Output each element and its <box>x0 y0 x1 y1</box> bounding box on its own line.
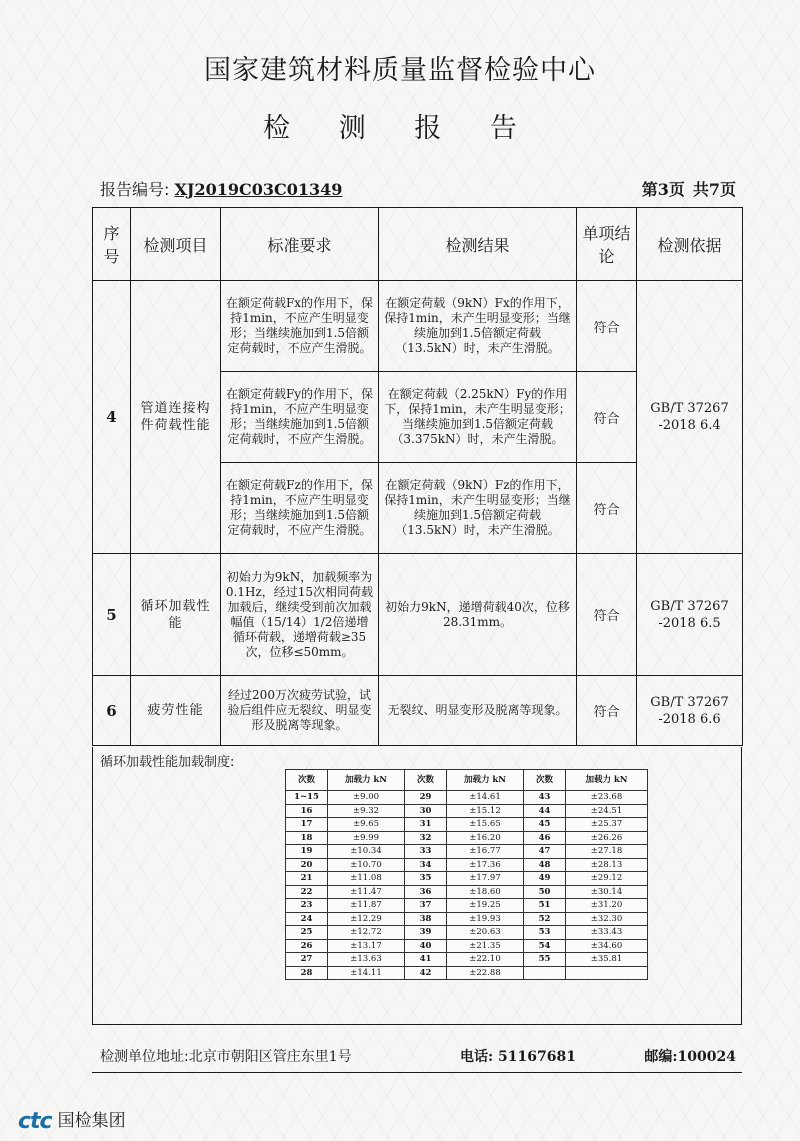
schedule-force-cell: ±33.43 <box>566 926 648 940</box>
report-number-line <box>100 177 736 199</box>
schedule-count-cell: 46 <box>524 831 566 845</box>
row-result: 初始力9kN，递增荷载40次，位移28.31mm。 <box>379 554 577 676</box>
schedule-force-cell: ±12.29 <box>328 912 405 926</box>
row-basis: GB/T 37267 -2018 6.5 <box>637 554 743 676</box>
schedule-force-cell: ±9.65 <box>328 818 405 832</box>
org-title: 国家建筑材料质量监督检验中心 <box>204 55 596 86</box>
schedule-force-cell: ±30.14 <box>566 885 648 899</box>
schedule-count-cell: 17 <box>286 818 328 832</box>
schedule-force-cell: ±35.81 <box>566 953 648 967</box>
schedule-count-cell: 22 <box>286 885 328 899</box>
schedule-count-cell: 33 <box>405 845 447 859</box>
schedule-force-cell: ±11.08 <box>328 872 405 886</box>
row-item: 循环加载性能 <box>131 554 221 676</box>
schedule-count-cell: 32 <box>405 831 447 845</box>
schedule-force-cell: ±10.34 <box>328 845 405 859</box>
schedule-row <box>286 912 648 926</box>
schedule-force-cell: ±18.60 <box>447 885 524 899</box>
schedule-count-cell: 19 <box>286 845 328 859</box>
schedule-row <box>286 885 648 899</box>
row-result: 无裂纹、明显变形及脱离等现象。 <box>379 676 577 746</box>
table-header-row <box>93 208 743 281</box>
schedule-count-cell: 30 <box>405 804 447 818</box>
schedule-count-cell: 34 <box>405 858 447 872</box>
schedule-count-cell: 54 <box>524 939 566 953</box>
row-no: 4 <box>93 281 131 554</box>
schedule-count-cell: 52 <box>524 912 566 926</box>
schedule-force-cell: ±12.72 <box>328 926 405 940</box>
row-requirement: 初始力为9kN，加载频率为0.1Hz，经过15次相同荷载加载后，继续受到前次加载幅值（15/14）1/2倍递增循环荷载，递增荷载≥35次，位移≤50mm。 <box>221 554 379 676</box>
schedule-row <box>286 872 648 886</box>
schedule-force-cell: ±17.97 <box>447 872 524 886</box>
schedule-force-cell: ±17.36 <box>447 858 524 872</box>
row-item: 管道连接构件荷载性能 <box>131 281 221 554</box>
row-conclusion: 符合 <box>577 554 637 676</box>
loading-schedule-title: 循环加载性能加载制度: <box>100 755 235 770</box>
table-row <box>93 676 743 746</box>
schedule-count-cell: 16 <box>286 804 328 818</box>
schedule-row <box>286 845 648 859</box>
row-no: 6 <box>93 676 131 746</box>
schedule-count-cell: 45 <box>524 818 566 832</box>
schedule-count-cell: 29 <box>405 791 447 805</box>
schedule-force-cell: ±25.37 <box>566 818 648 832</box>
schedule-count-cell: 53 <box>524 926 566 940</box>
table-row <box>93 554 743 676</box>
schedule-count-cell: 36 <box>405 885 447 899</box>
footer <box>100 1046 736 1066</box>
schedule-force-cell: ±13.17 <box>328 939 405 953</box>
page-current: 第3页 <box>641 180 685 199</box>
row-conclusion: 符合 <box>577 372 637 463</box>
ctc-logo-text: 国检集团 <box>57 1111 126 1131</box>
schedule-force-cell: ±29.12 <box>566 872 648 886</box>
schedule-count-cell: 48 <box>524 858 566 872</box>
schedule-count-cell: 27 <box>286 953 328 967</box>
schedule-count-cell: 23 <box>286 899 328 913</box>
schedule-count-cell: 49 <box>524 872 566 886</box>
schedule-count-cell: 28 <box>286 966 328 980</box>
address: 北京市朝阳区管庄东里1号 <box>188 1049 352 1065</box>
row-result: 在额定荷载（9kN）Fx的作用下，保持1min，未产生明显变形；当继续施加到1.5倍额定荷载（13.5kN）时，未产生滑脱。 <box>379 281 577 372</box>
schedule-count-cell: 38 <box>405 912 447 926</box>
schedule-force-cell: ±31.20 <box>566 899 648 913</box>
header-no: 序号 <box>93 208 131 281</box>
schedule-row <box>286 966 648 980</box>
schedule-force-cell: ±26.26 <box>566 831 648 845</box>
schedule-count-cell: 42 <box>405 966 447 980</box>
row-basis: GB/T 37267 -2018 6.4 <box>637 281 743 554</box>
schedule-count-cell: 55 <box>524 953 566 967</box>
schedule-force-cell: ±32.30 <box>566 912 648 926</box>
schedule-count-cell: 25 <box>286 926 328 940</box>
ctc-logo <box>18 1106 126 1132</box>
schedule-header-force: 加载力 kN <box>328 770 405 791</box>
schedule-header-row <box>286 770 648 791</box>
page-total: 共7页 <box>692 180 736 199</box>
schedule-force-cell: ±14.11 <box>328 966 405 980</box>
row-requirement: 经过200万次疲劳试验，试验后组件应无裂纹、明显变形及脱离等现象。 <box>221 676 379 746</box>
schedule-count-cell: 20 <box>286 858 328 872</box>
schedule-force-cell: ±20.63 <box>447 926 524 940</box>
schedule-count-cell: 18 <box>286 831 328 845</box>
schedule-count-cell: 41 <box>405 953 447 967</box>
address-label: 检测单位地址: <box>100 1049 189 1065</box>
schedule-force-cell: ±16.77 <box>447 845 524 859</box>
row-requirement: 在额定荷载Fz的作用下，保持1min，不应产生明显变形；当继续施加到1.5倍额定荷载时，不应产生滑脱。 <box>221 463 379 554</box>
schedule-row <box>286 939 648 953</box>
schedule-count-cell: 31 <box>405 818 447 832</box>
schedule-row <box>286 831 648 845</box>
schedule-force-cell: ±9.32 <box>328 804 405 818</box>
row-item: 疲劳性能 <box>131 676 221 746</box>
schedule-force-cell: ±15.12 <box>447 804 524 818</box>
schedule-count-cell: 40 <box>405 939 447 953</box>
schedule-header-count: 次数 <box>405 770 447 791</box>
ctc-logo-mark: ctc <box>18 1109 52 1134</box>
schedule-count-cell: 26 <box>286 939 328 953</box>
schedule-force-cell: ±22.88 <box>447 966 524 980</box>
schedule-count-cell: 24 <box>286 912 328 926</box>
schedule-count-cell: 47 <box>524 845 566 859</box>
schedule-row <box>286 899 648 913</box>
schedule-count-cell: 51 <box>524 899 566 913</box>
schedule-force-cell: ±13.63 <box>328 953 405 967</box>
schedule-row <box>286 953 648 967</box>
schedule-count-cell: 21 <box>286 872 328 886</box>
schedule-force-cell: ±14.61 <box>447 791 524 805</box>
schedule-count-cell: 50 <box>524 885 566 899</box>
header-result: 检测结果 <box>379 208 577 281</box>
row-requirement: 在额定荷载Fy的作用下，保持1min，不应产生明显变形；当继续施加到1.5倍额定荷载时，不应产生滑脱。 <box>221 372 379 463</box>
page-indicator <box>642 177 736 200</box>
schedule-count-cell: 39 <box>405 926 447 940</box>
schedule-force-cell: ±22.10 <box>447 953 524 967</box>
schedule-force-cell: ±19.93 <box>447 912 524 926</box>
schedule-count-cell: 35 <box>405 872 447 886</box>
schedule-count-cell <box>524 966 566 980</box>
loading-schedule-section <box>92 747 742 1025</box>
schedule-force-cell: ±10.70 <box>328 858 405 872</box>
row-conclusion: 符合 <box>577 281 637 372</box>
test-results-table <box>92 207 743 746</box>
schedule-force-cell: ±34.60 <box>566 939 648 953</box>
schedule-force-cell: ±19.25 <box>447 899 524 913</box>
schedule-force-cell: ±15.65 <box>447 818 524 832</box>
schedule-force-cell: ±21.35 <box>447 939 524 953</box>
row-result: 在额定荷载（9kN）Fz的作用下，保持1min，未产生明显变形；当继续施加到1.5倍额定荷载（13.5kN）时，未产生滑脱。 <box>379 463 577 554</box>
schedule-force-cell: ±23.68 <box>566 791 648 805</box>
header-requirement: 标准要求 <box>221 208 379 281</box>
postcode <box>644 1046 736 1066</box>
postcode-label: 邮编: <box>644 1049 678 1065</box>
schedule-force-cell: ±11.87 <box>328 899 405 913</box>
table-row <box>93 281 743 372</box>
schedule-force-cell: ±11.47 <box>328 885 405 899</box>
schedule-force-cell: ±9.99 <box>328 831 405 845</box>
row-basis: GB/T 37267 -2018 6.6 <box>637 676 743 746</box>
schedule-count-cell: 43 <box>524 791 566 805</box>
report-number: XJ2019C03C01349 <box>174 180 343 199</box>
report-number-label: 报告编号: <box>100 180 170 199</box>
header-conclusion: 单项结论 <box>577 208 637 281</box>
schedule-row <box>286 791 648 805</box>
schedule-count-cell: 1~15 <box>286 791 328 805</box>
row-result: 在额定荷载（2.25kN）Fy的作用下，保持1min，未产生明显变形；当继续施加到1.5倍额定荷载（3.375kN）时，未产生滑脱。 <box>379 372 577 463</box>
schedule-row <box>286 818 648 832</box>
schedule-force-cell: ±24.51 <box>566 804 648 818</box>
schedule-header-count: 次数 <box>286 770 328 791</box>
schedule-count-cell: 44 <box>524 804 566 818</box>
row-conclusion: 符合 <box>577 463 637 554</box>
schedule-count-cell: 37 <box>405 899 447 913</box>
phone-label: 电话: <box>460 1049 494 1065</box>
schedule-header-force: 加载力 kN <box>566 770 648 791</box>
schedule-header-force: 加载力 kN <box>447 770 524 791</box>
schedule-force-cell: ±28.13 <box>566 858 648 872</box>
phone <box>460 1046 576 1066</box>
postcode-number: 100024 <box>677 1049 736 1065</box>
footer-divider <box>92 1072 742 1073</box>
header-basis: 检测依据 <box>637 208 743 281</box>
schedule-header-count: 次数 <box>524 770 566 791</box>
schedule-row <box>286 858 648 872</box>
schedule-row <box>286 804 648 818</box>
schedule-force-cell: ±16.20 <box>447 831 524 845</box>
row-conclusion: 符合 <box>577 676 637 746</box>
schedule-force-cell: ±9.00 <box>328 791 405 805</box>
doc-title: 检 测 报 告 <box>263 113 537 144</box>
header-item: 检测项目 <box>131 208 221 281</box>
schedule-force-cell <box>566 966 648 980</box>
row-no: 5 <box>93 554 131 676</box>
schedule-row <box>286 926 648 940</box>
loading-schedule-table <box>285 769 648 980</box>
phone-number: 51167681 <box>498 1049 576 1065</box>
row-requirement: 在额定荷载Fx的作用下，保持1min，不应产生明显变形；当继续施加到1.5倍额定荷载时，不应产生滑脱。 <box>221 281 379 372</box>
schedule-force-cell: ±27.18 <box>566 845 648 859</box>
